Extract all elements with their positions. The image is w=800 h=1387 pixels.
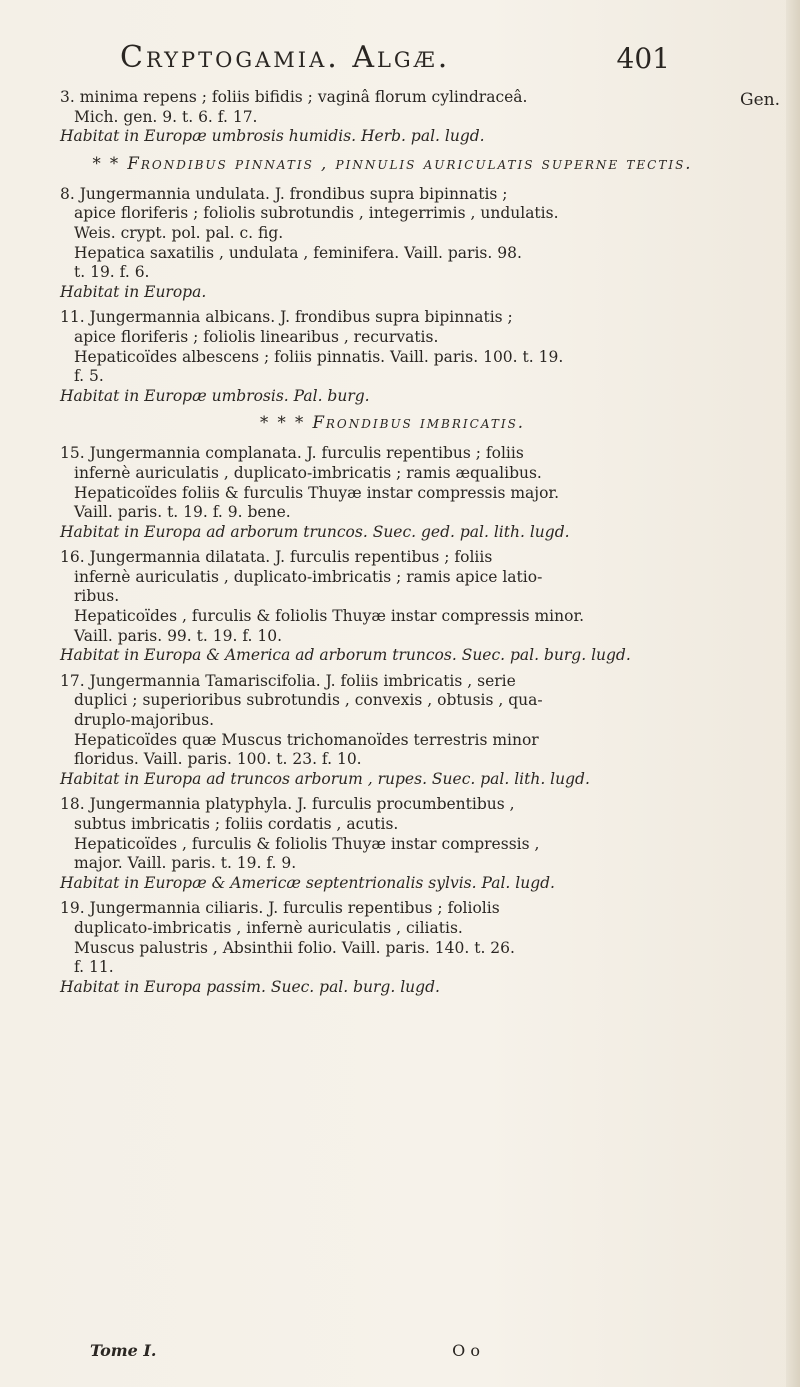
species-entry — [60, 795, 725, 893]
entry-first-line: 11. Jungermannia albicans. J. frondibus supra bipinnatis ; — [60, 308, 513, 327]
entry-line: Vaill. paris. t. 19. f. 9. bene. — [74, 503, 291, 522]
entry-first-line: 17. Jungermannia Tamariscifolia. J. foliis imbricatis , serie — [60, 671, 516, 690]
entry-line: Muscus palustris , Absinthii folio. Vaill. paris. 140. t. 26. — [74, 938, 515, 957]
habitat-line: Habitat in Europæ umbrosis. Pal. burg. — [60, 386, 370, 405]
margin-note: Gen. — [740, 90, 780, 110]
species-entry — [60, 672, 725, 790]
page-body — [60, 88, 725, 1003]
habitat-line: Habitat in Europa & America ad arborum truncos. Suec. pal. burg. lugd. — [60, 646, 631, 665]
entry-line: major. Vaill. paris. t. 19. f. 9. — [74, 854, 297, 873]
entry-first-line: 15. Jungermannia complanata. J. furculis repentibus ; foliis — [60, 444, 524, 463]
habitat-line: Habitat in Europa. — [60, 282, 207, 301]
page-footer — [60, 1341, 480, 1365]
species-entry — [60, 185, 725, 303]
entry-line: Hepaticoïdes quæ Muscus trichomanoïdes terrestris minor — [74, 730, 539, 749]
entry-line: Weis. crypt. pol. pal. c. fig. — [74, 223, 284, 242]
habitat-line: Habitat in Europa passim. Suec. pal. burg. lugd. — [60, 977, 440, 996]
entry-first-line: 3. minima repens ; foliis bifidis ; vaginâ florum cylindraceâ. — [60, 88, 528, 106]
habitat-line: Habitat in Europæ umbrosis humidis. Herb. pal. lugd. — [60, 127, 485, 146]
entry-line: Hepaticoïdes , furculis & foliolis Thuyæ instar compressis , — [74, 834, 540, 853]
entry-line: duplici ; superioribus subrotundis , convexis , obtusis , qua- — [74, 691, 543, 710]
entry-line: Hepaticoïdes , furculis & foliolis Thuyæ instar compressis minor. — [74, 607, 585, 626]
tome-label: Tome I. — [90, 1341, 157, 1360]
entry-line: apice floriferis ; foliolis linearibus , recurvatis. — [74, 327, 439, 346]
entry-line: Vaill. paris. 99. t. 19. f. 10. — [74, 626, 283, 645]
page-number: 401 — [616, 42, 670, 75]
entry-first-line: 8. Jungermannia undulata. J. frondibus supra bipinnatis ; — [60, 184, 508, 203]
entry-line: duplicato-imbricatis , infernè auriculatis , ciliatis. — [74, 918, 463, 937]
entry-line: Hepaticoïdes foliis & furculis Thuyæ instar compressis major. — [74, 483, 560, 502]
entries-bottom — [60, 444, 725, 997]
running-head — [120, 40, 670, 84]
section-heading-imbricatis: * * * Frondibus imbricatis. — [259, 413, 526, 433]
entry-line: druplo-majoribus. — [74, 711, 214, 730]
entry-line: infernè auriculatis , duplicato-imbricatis ; ramis æqualibus. — [74, 463, 542, 482]
habitat-line: Habitat in Europa ad truncos arborum , rupes. Suec. pal. lith. lugd. — [60, 769, 590, 788]
entry-line: apice floriferis ; foliolis subrotundis , integerrimis , undulatis. — [74, 204, 559, 223]
entry-line: floridus. Vaill. paris. 100. t. 23. f. 10. — [74, 750, 362, 769]
species-entry — [60, 548, 725, 666]
entry-first-line: 16. Jungermannia dilatata. J. furculis repentibus ; foliis — [60, 548, 493, 567]
entry-first-line: 18. Jungermannia platyphyla. J. furculis procumbentibus , — [60, 795, 515, 814]
habitat-line: Habitat in Europa ad arborum truncos. Suec. ged. pal. lith. lugd. — [60, 522, 570, 541]
entry-line: Mich. gen. 9. t. 6. f. 17. — [74, 107, 258, 126]
species-entry — [60, 899, 725, 997]
section-heading-pinnatis: * * Frondibus pinnatis , pinnulis auriculatis superne tectis. — [92, 153, 693, 173]
entry-line: subtus imbricatis ; foliis cordatis , acutis. — [74, 815, 399, 833]
entries-mid — [60, 185, 725, 407]
entries-top — [60, 88, 725, 147]
species-entry — [60, 308, 725, 406]
habitat-line: Habitat in Europæ & Americæ septentrionalis sylvis. Pal. lugd. — [60, 873, 555, 892]
entry-line: t. 19. f. 6. — [74, 263, 150, 282]
entry-line: f. 11. — [74, 958, 114, 977]
signature-mark: O o — [452, 1341, 480, 1360]
entry-line: Hepaticoïdes albescens ; foliis pinnatis. Vaill. paris. 100. t. 19. — [74, 347, 564, 366]
entry-line: infernè auriculatis , duplicato-imbricatis ; ramis apice latio- — [74, 567, 543, 586]
running-title: Cryptogamia. Algæ. — [120, 40, 451, 75]
species-entry — [60, 88, 725, 147]
species-entry — [60, 444, 725, 542]
entry-line: ribus. — [74, 587, 120, 606]
entry-line: Hepatica saxatilis , undulata , feminifera. Vaill. paris. 98. — [74, 243, 522, 262]
page-edge — [786, 0, 800, 1387]
entry-line: f. 5. — [74, 367, 104, 386]
entry-first-line: 19. Jungermannia ciliaris. J. furculis repentibus ; foliolis — [60, 899, 500, 918]
